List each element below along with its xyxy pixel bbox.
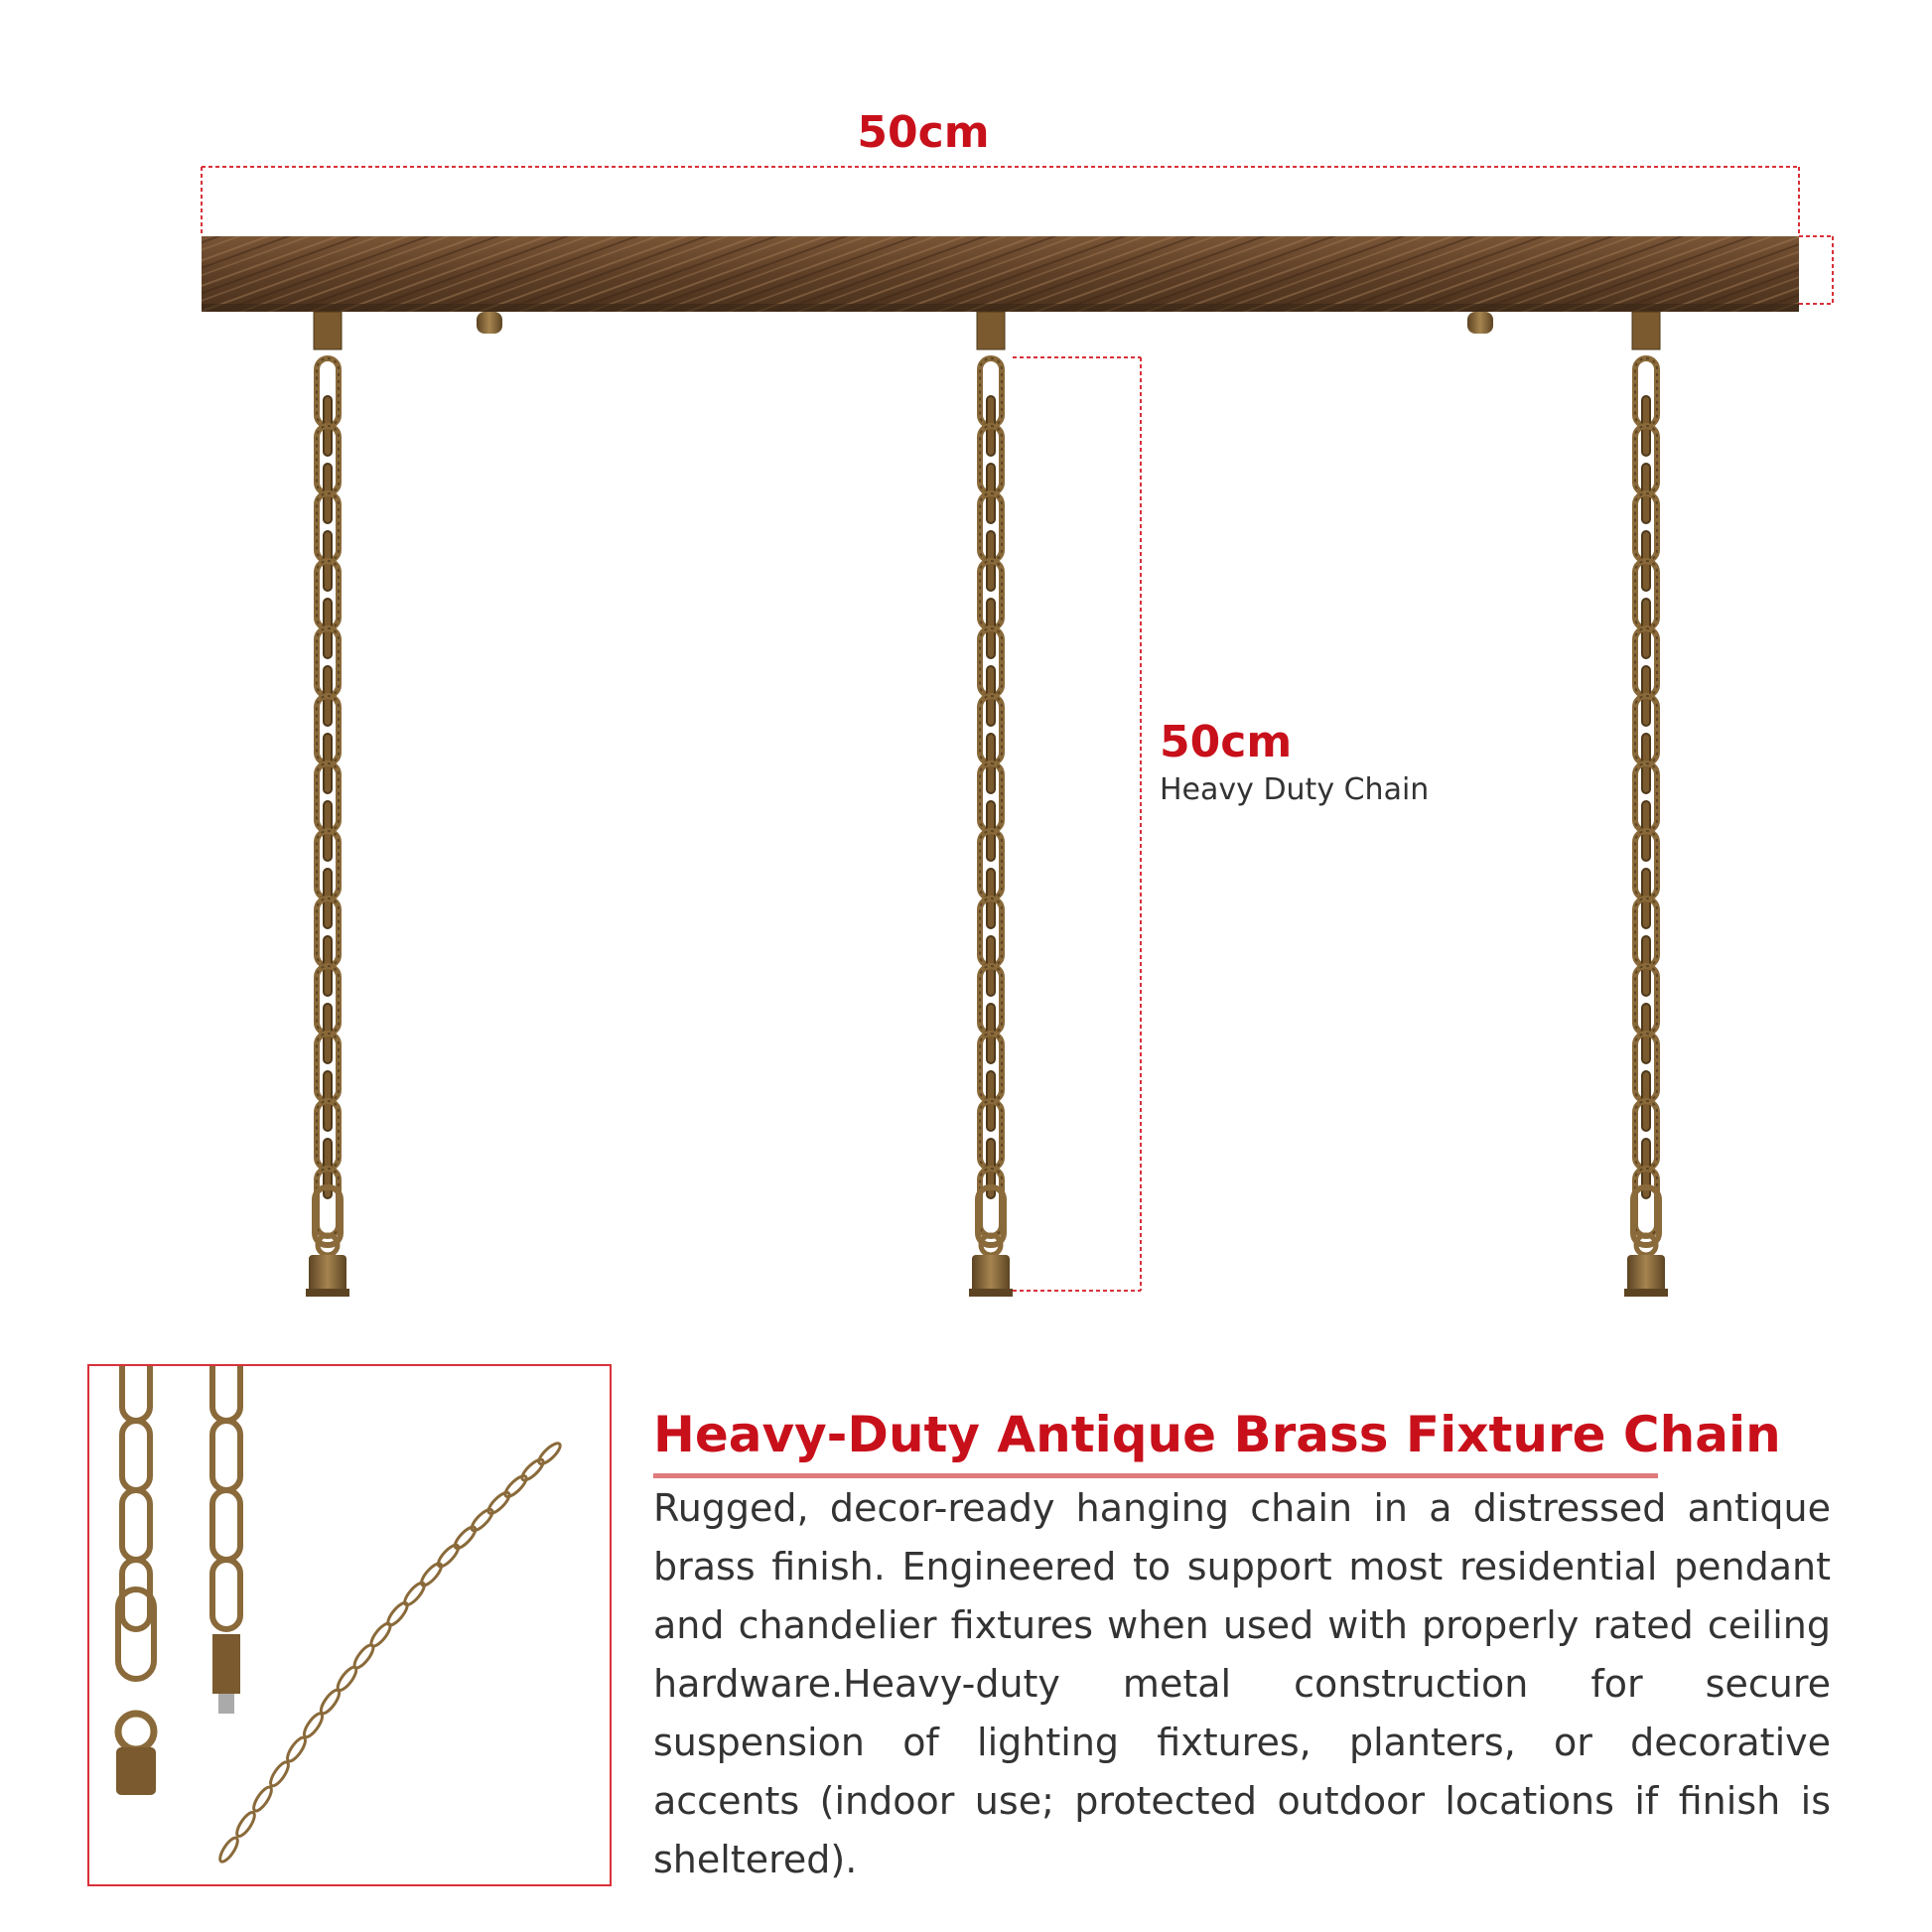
title-underline xyxy=(653,1473,1658,1478)
wooden-ceiling-plate xyxy=(202,236,1799,312)
chain-caption: Heavy Duty Chain xyxy=(1160,772,1430,807)
hanging-chain xyxy=(969,312,1013,1297)
mounting-screw xyxy=(477,312,502,334)
hanging-chain xyxy=(306,312,349,1297)
inset-chain-full-length xyxy=(217,1441,563,1864)
inset-chain-swivel xyxy=(212,1366,240,1714)
thickness-dimension-marker xyxy=(1799,236,1833,304)
mounting-screw xyxy=(1467,312,1493,334)
width-dimension-label: 50cm xyxy=(857,107,990,158)
inset-chain-quick-link xyxy=(116,1366,156,1795)
chain-detail-inset xyxy=(87,1364,612,1886)
chain-detail-illustration xyxy=(89,1366,612,1886)
chain-length-dimension-line xyxy=(1013,357,1141,1291)
width-dimension-line xyxy=(202,167,1799,236)
product-title: Heavy-Duty Antique Brass Fixture Chain xyxy=(653,1406,1781,1463)
hanging-chain xyxy=(1624,312,1668,1297)
chain-length-label: 50cm xyxy=(1160,717,1293,767)
product-description: Rugged, decor-ready hanging chain in a distressed antique brass finish. Engineered to support most residential pendant and chandelier fixtures when used with properly rated ceiling hardware.Heavy-duty metal construction for secure suspension of lighting fixtures, planters, or decorative accents (indoor use; protected outdoor locations if finish is sheltered). xyxy=(653,1486,1831,1881)
